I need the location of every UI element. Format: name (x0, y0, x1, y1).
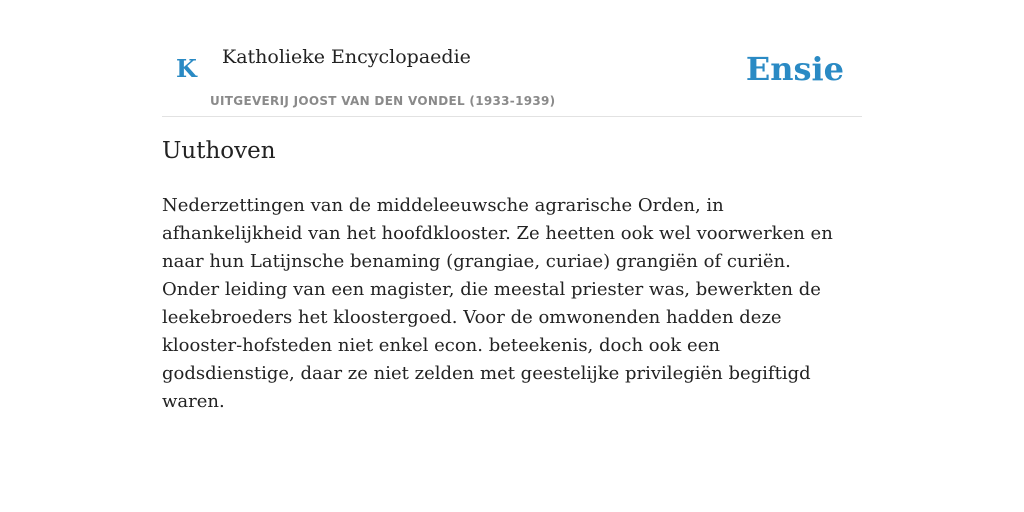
encyclopedia-logo[interactable]: K (176, 54, 197, 83)
ensie-logo-link[interactable]: Ensie (745, 50, 844, 88)
header (162, 40, 862, 117)
article-body: Nederzettingen van de middeleeuwsche agrarische Orden, in afhankelijkheid van het hoofdklooster. Ze heetten ook wel voorwerken en naar hun Latijnsche benaming (grangiae, curiae) grangiën of curiën. Onder leiding van een magister, die meestal priester was, bewerkten de leekebroeders het kloostergoed. Voor de omwonenden hadden deze klooster-hofsteden niet enkel econ. beteekenis, doch ook een godsdienstige, daar ze niet zelden met geestelijke privilegiën begiftigd waren. (162, 195, 833, 412)
publisher-subtitle: UITGEVERIJ JOOST VAN DEN VONDEL (1933-1939) (210, 94, 556, 108)
article-title: Uuthoven (162, 138, 276, 164)
encyclopedia-title[interactable]: Katholieke Encyclopaedie (222, 46, 471, 68)
